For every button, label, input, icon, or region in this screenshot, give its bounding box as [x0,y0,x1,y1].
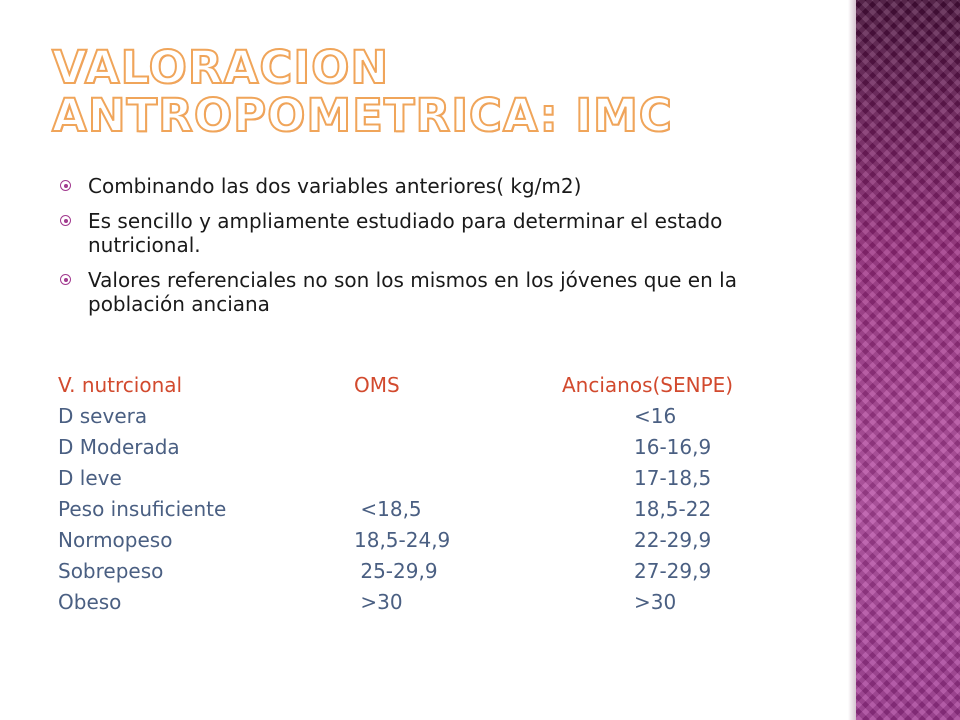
row-oms-value: 25-29,9 [354,559,438,583]
row-oms-value: >30 [354,590,403,614]
bullet-item [58,268,838,316]
table-row [58,587,798,618]
row-senpe-value: 27-29,9 [634,559,712,583]
row-label: D leve [58,466,122,490]
header-senpe: Ancianos(SENPE) [562,373,734,397]
table-row [58,525,798,556]
row-senpe-value: 18,5-22 [634,497,712,521]
row-label: Normopeso [58,528,173,552]
bullet-text: Es sencillo y ampliamente estudiado para determinar el estado nutricional. [88,209,723,257]
circle-dot-bullet-icon [60,274,71,285]
decorative-side-band [856,0,960,720]
header-oms: OMS [354,373,400,397]
slide-title: VALORACION ANTROPOMETRICA: IMC [52,41,673,142]
row-senpe-value: <16 [634,404,677,428]
row-senpe-value: >30 [634,590,677,614]
table-row [58,556,798,587]
row-label: Peso insuficiente [58,497,227,521]
row-senpe-value: 16-16,9 [634,435,712,459]
bullet-text: Combinando las dos variables anteriores( kg/m2) [88,174,582,198]
table-row [58,432,798,463]
row-label: D severa [58,404,148,428]
row-label: Obeso [58,590,122,614]
row-label: Sobrepeso [58,559,164,583]
bullet-text: Valores referenciales no son los mismos en los jóvenes que en la población anciana [88,268,737,316]
table-row [58,494,798,525]
bullet-item [58,174,838,198]
row-label: D Moderada [58,435,180,459]
row-senpe-value: 22-29,9 [634,528,712,552]
side-band-edge [848,0,856,720]
circle-dot-bullet-icon [60,180,71,191]
table-header-row [58,370,798,401]
bullet-list [58,174,838,327]
bmi-reference-table [58,370,798,618]
table-row [58,463,798,494]
row-oms-value: 18,5-24,9 [354,528,451,552]
table-row [58,401,798,432]
circle-dot-bullet-icon [60,215,71,226]
header-nutritional-status: V. nutrcional [58,373,183,397]
bullet-item [58,209,838,257]
row-senpe-value: 17-18,5 [634,466,712,490]
row-oms-value: <18,5 [354,497,422,521]
